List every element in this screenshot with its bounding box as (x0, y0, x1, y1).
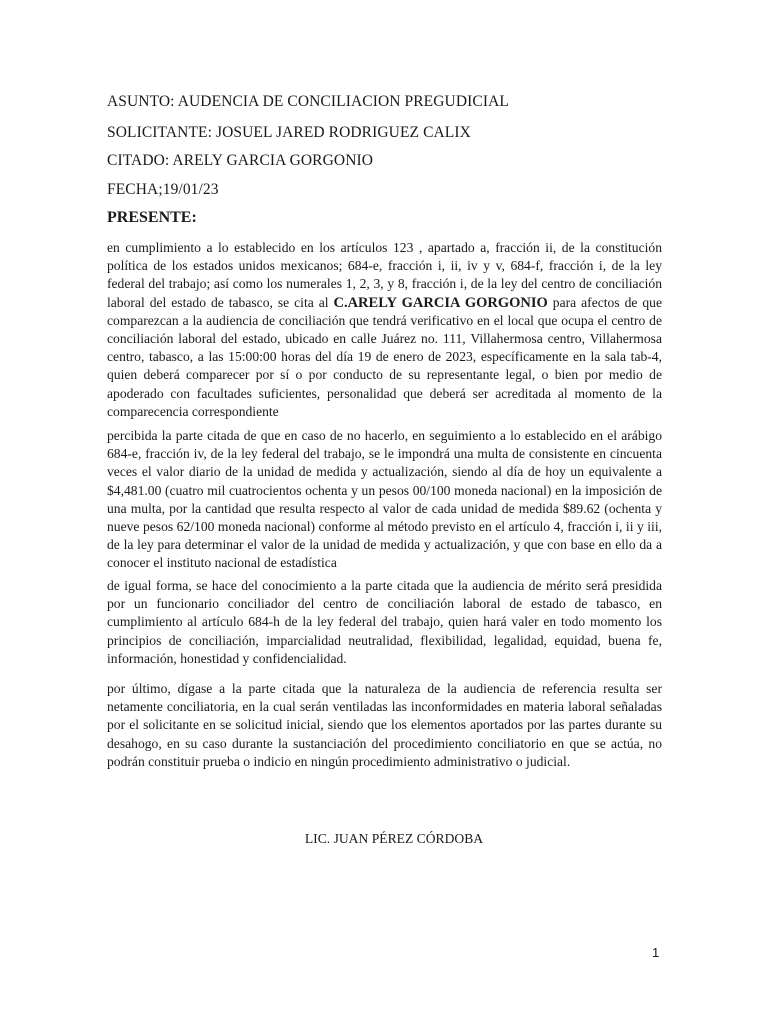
date-line: FECHA;19/01/23 (107, 181, 219, 198)
paragraph-citation-intro: en cumplimiento a lo establecido en los artículos 123 , apartado a, fracción ii, de la constitución política de los estados unidos mexicanos; 684-e, fracción i, ii, iv y v, 684-f, fracción i, de la ley federal del trabajo; así como los numerales 1, 2, 3, y 8, fracción i, de la ley del centro de conciliación laboral del estado de tabasco, se cita al (107, 240, 662, 310)
paragraph-citation-body: para afectos de que comparezcan a la audiencia de conciliación que tendrá verificativo en el local que ocupa el centro de conciliación laboral del estado, ubicado en calle Juárez no. 111, Villahermosa centro, Villahermosa centro, tabasco, a las 15:00:00 horas del día 19 de enero de 2023, específicamente en la sala tab-4, quien deberá comparecer por sí o por conducto de su representante legal, o bien por medio de apoderado con facultades suficientes, personalidad que deberá ser acreditada al momento de la comparecencia correspondiente (107, 294, 662, 419)
page-number: 1 (652, 945, 660, 960)
requester-line: SOLICITANTE: JOSUEL JARED RODRIGUEZ CALIX (107, 124, 471, 141)
subject-line: ASUNTO: AUDENCIA DE CONCILIACION PREGUDICIAL (107, 93, 509, 110)
greeting: PRESENTE: (107, 209, 197, 226)
paragraph-citation (107, 239, 662, 421)
paragraph-nature-of-hearing: por último, dígase a la parte citada que la naturaleza de la audiencia de referencia resulta ser netamente conciliatoria, en la cual serán ventiladas las inconformidades en materia laboral señaladas por el solicitante en se solicitud inicial, siendo que los elementos aportados por las partes durante su desahogo, en su caso durante la sustanciación del procedimiento conciliatorio en que se actúa, no podrán constituir prueba o indicio en ningún procedimiento administrativo o judicial. (107, 681, 662, 769)
summoned-party-name: C.ARELY GARCIA GORGONIO (333, 294, 548, 311)
paragraph-penalty: percibida la parte citada de que en caso de no hacerlo, en seguimiento a lo establecido en el arábigo 684-e, fracción iv, de la ley federal del trabajo, se le impondrá una multa de consistente en cincuenta veces el valor diario de la unidad de medida y actualización, siendo al día de hoy un equivalente a $4,481.00 (cuatro mil cuatrocientos ochenta y un pesos 00/100 moneda nacional) en la imposición de una multa, por la cantidad que resulta respecto al valor de cada unidad de medida $89.62 (ochenta y nueve pesos 62/100 moneda nacional) conforme al método previsto en el artículo 4, fracción i, ii y iii, de la ley para determinar el valor de la unidad de medida y actualización, y que con base en ello da a conocer el instituto nacional de estadística (107, 428, 662, 571)
signature-name: LIC. JUAN PÉREZ CÓRDOBA (304, 831, 484, 846)
summoned-party-line: CITADO: ARELY GARCIA GORGONIO (107, 152, 374, 169)
paragraph-presiding-officer: de igual forma, se hace del conocimiento a la parte citada que la audiencia de mérito será presidida por un funcionario conciliador del centro de conciliación laboral de estado de tabasco, en cumplimiento al artículo 684-h de la ley federal del trabajo, quien hará valer en todo momento los principios de conciliación, imparcialidad neutralidad, flexibilidad, legalidad, equidad, buena fe, información, honestidad y confidencialidad. (107, 578, 662, 666)
